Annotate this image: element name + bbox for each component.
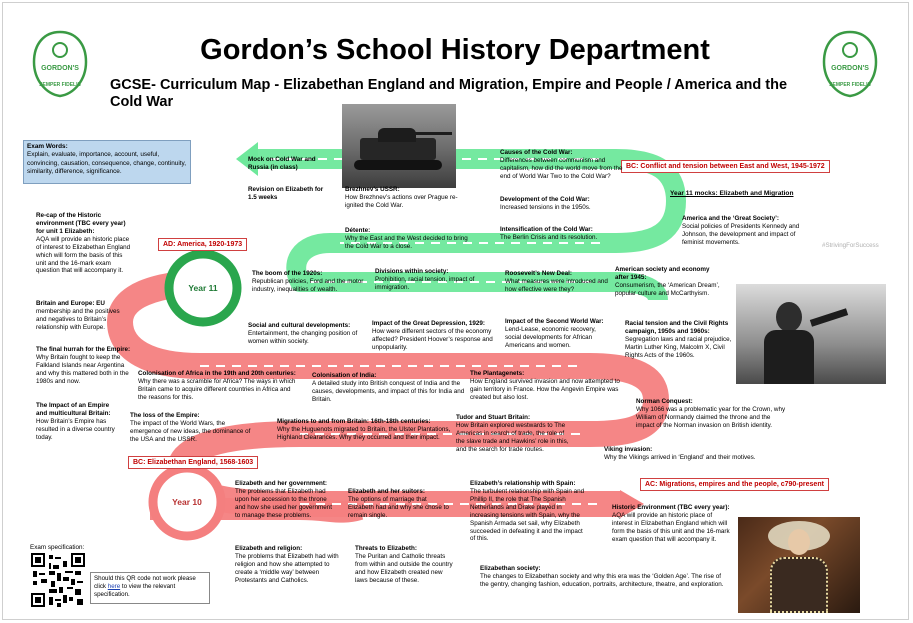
specification-link[interactable]: here	[107, 583, 121, 591]
topic-loss-of-empire	[130, 412, 254, 444]
topic-racial-tension	[625, 320, 735, 360]
topic-body: Lend-Lease, economic recovery, social developments for African Americans and women.	[505, 325, 596, 349]
topic-body: Prohibition, racial tension, impact of immigration.	[375, 275, 475, 291]
crest-text-top: GORDON'S	[41, 65, 79, 72]
topic-title: Colonisation of Africa in the 19th and 20th centuries:	[138, 370, 296, 377]
topic-body: Why there was a scramble for Africa? The ways in which Britain came to acquire different countries in Africa and the reasons for this.	[138, 377, 296, 401]
topic-title: Elizabeth and her suitors:	[348, 488, 425, 495]
qr-code[interactable]	[31, 553, 85, 607]
crest-text-bottom: SEMPER FIDELIS	[829, 82, 871, 88]
topic-body: Segregation laws and racial prejudice, Martin Luther King, Malcolm X, Civil Rights Acts of the 1960s.	[625, 335, 732, 359]
topic-title: Impact of the Second World War:	[505, 318, 604, 325]
final-hurrah-body: Why Britain fought to keep the Falkland Islands near Argentina and why this mattered both in the 1980s and now.	[36, 353, 129, 385]
topic-title: Norman Conquest:	[636, 398, 693, 405]
topic-tudor-stuart	[456, 414, 574, 454]
topic-body: Differences between communism and capitalism, how did the world move from the end of World War Two to the Cold War?	[500, 156, 623, 180]
topic-colonisation-africa	[138, 370, 300, 402]
unit-box-ac-migrations: AC: Migrations, empires and the people, c790-present	[640, 478, 829, 491]
eu-title: Britain and Europe: EU	[36, 300, 105, 307]
topic-threats	[355, 545, 453, 585]
topic-detente	[345, 227, 469, 251]
topic-title: Social and cultural developments:	[248, 322, 351, 329]
year-11-badge: Year 11	[188, 283, 218, 293]
topic-title: America and the ‘Great Society’:	[682, 215, 779, 222]
topic-great-depression	[372, 320, 496, 352]
eu-body: membership and the positives and negatives to Britain’s relationship with Europe.	[36, 307, 120, 331]
topic-body: Consumerism, the ‘American Dream’, popular culture and McCarthyism.	[615, 281, 720, 297]
elizabeth-portrait	[738, 517, 860, 613]
topic-title: Elizabethan society:	[480, 565, 541, 572]
topic-body: The problems that Elizabeth had with religion and how she attempted to create a ‘middle way’ between Protestants and Catholics.	[235, 552, 339, 584]
topic-body: A detailed study into British conquest of India and the causes, developments, and impact of this for India and Britain.	[312, 379, 465, 403]
topic-america-great-society	[682, 215, 810, 247]
topic-title: Intensification of the Cold War:	[500, 226, 593, 233]
year-10-badge: Year 10	[172, 497, 202, 507]
topic-plantagenets	[470, 370, 620, 402]
topic-title: Brezhnev’s USSR:	[345, 186, 400, 193]
topic-body: How Britain explored westwards to The Americas in search of trade, the role of the slave trade and Hawkins’ role in this, and the search for trade routes.	[456, 421, 569, 453]
topic-roosevelt	[505, 270, 609, 294]
topic-body: How were different sectors of the economy affected? President Hoover’s response and unpopularity.	[372, 327, 493, 351]
exam-words-box	[23, 140, 191, 184]
topic-title: Détente:	[345, 227, 371, 234]
qr-note-box	[90, 572, 210, 604]
topic-title: The boom of the 1920s:	[252, 270, 323, 277]
topic-body: Why the Vikings arrived in ‘England’ and their motives.	[604, 453, 756, 461]
school-crest-left	[32, 30, 88, 98]
topic-title: Viking invasion:	[604, 446, 653, 453]
topic-body: The impact of the World Wars, the emergence of new ideas, the dominance of the USA and the USSR.	[130, 419, 251, 443]
topic-american-society	[615, 266, 721, 298]
topic-elizabeth-government	[235, 480, 337, 520]
topic-title: Mock on Cold War and Russia (in class)	[248, 156, 316, 171]
topic-body: Increased tensions in the 1950s.	[500, 203, 591, 211]
topic-mock-cold-war	[248, 156, 328, 172]
unit-box-bc-elizabethan: BC: Elizabethan England, 1568-1603	[128, 456, 258, 469]
topic-body: How England survived invasion and now attempted to gain territory in France. How the Angevin Empire was created but also lost.	[470, 377, 620, 401]
topic-body: Why 1066 was a problematic year for the Crown, why William of Normandy claimed the throne and the impact of the Norman invasion on British identity.	[636, 405, 786, 429]
topic-title: Divisions within society:	[375, 268, 449, 275]
topic-viking-invasion	[604, 446, 764, 462]
topic-elizabeth-suitors	[348, 488, 450, 520]
topic-body: The changes to Elizabethan society and why this era was the ‘Golden Age’. The rise of the gentry, changing fashion, education, portraits, architecture, theatre, and exploration.	[480, 572, 724, 588]
topic-title: The Plantagenets:	[470, 370, 525, 377]
topic-title: Tudor and Stuart Britain:	[456, 414, 531, 421]
topic-body: Why the Huguenots migrated to Britain, the Ulster Plantations, Highland Clearances. Why they occurred and their impact.	[277, 425, 451, 441]
topic-title: Roosevelt’s New Deal:	[505, 270, 572, 277]
topic-title: Development of the Cold War:	[500, 196, 590, 203]
exam-words-heading: Exam Words:	[27, 143, 68, 150]
impact-of-empire	[36, 402, 116, 442]
topic-title: American society and economy after 1945:	[615, 266, 710, 281]
recap-body: AQA will provide an historic place of interest to Elizabethan England which will form the basis of this unit and the 16-mark exam question that will accompany it.	[36, 235, 131, 275]
topic-body: How Brezhnev’s actions over Prague re-ignited the Cold War.	[345, 193, 458, 209]
topic-social-cultural	[248, 322, 360, 346]
topic-body: The options of marriage that Elizabeth had and why she chose to remain single.	[348, 495, 449, 519]
topic-title: Racial tension and the Civil Rights campaign, 1950s and 1960s:	[625, 320, 729, 335]
topic-title: Colonisation of India:	[312, 372, 377, 379]
topic-divisions-society	[375, 268, 479, 292]
impact-empire-title: The Impact of an Empire and multicultural Britain:	[36, 402, 111, 417]
qr-note-before: Should this QR code not work please click	[94, 575, 196, 591]
topic-brezhnev	[345, 186, 459, 210]
civil-rights-photo	[736, 284, 886, 384]
crest-text-bottom: SEMPER FIDELIS	[39, 82, 81, 88]
topic-body: The problems that Elizabeth had upon her accession to the throne and how she used her government to manage these problems.	[235, 487, 332, 519]
topic-body: Why the East and the West decided to bring the Cold War to a close.	[345, 234, 468, 250]
topic-body: The Berlin Crisis and its resolution.	[500, 233, 598, 241]
unit-box-ad-america: AD: America, 1920-1973	[158, 238, 247, 251]
unit-box-bc-conflict: BC: Conflict and tension between East and West, 1945-1972	[621, 160, 830, 173]
topic-body: What measures were introduced and how effective were they?	[505, 277, 608, 293]
qr-note-after: to view the relevant specification.	[94, 583, 176, 599]
topic-elizabeth-spain	[470, 480, 586, 543]
topic-body: The turbulent relationship with Spain and Phillip II, the role that The Spanish Netherlands and Drake played in increasing tensions with Spain, why the Spanish Armada set sail, why Elizabeth succeeded in defeating it and the impact of this.	[470, 487, 585, 543]
topic-second-world-war	[505, 318, 605, 350]
topic-title: Impact of the Great Depression, 1929:	[372, 320, 486, 327]
topic-revision	[248, 186, 330, 202]
britain-europe-eu	[36, 300, 124, 332]
topic-colonisation-india	[312, 372, 468, 404]
school-crest-right	[822, 30, 878, 98]
topic-boom-1920s	[252, 270, 364, 294]
topic-development-cold-war	[500, 196, 620, 212]
topic-title: Elizabeth’s relationship with Spain:	[470, 480, 576, 487]
topic-title: Elizabeth and her government:	[235, 480, 328, 487]
topic-norman-conquest	[636, 398, 786, 430]
recap-title: Re-cap of the Historic environment (TBC every year) for unit 1 Elizabeth:	[36, 212, 126, 235]
recap-historic-environment	[36, 212, 132, 275]
topic-elizabeth-religion	[235, 545, 339, 585]
topic-body: Social policies of Presidents Kennedy and Johnson, the development and impact of feminist movements.	[682, 222, 800, 246]
topic-historic-environment	[612, 504, 734, 544]
final-hurrah-empire	[36, 346, 132, 386]
tank-photo	[342, 104, 456, 188]
topic-title: The loss of the Empire:	[130, 412, 200, 419]
topic-title: Revision on Elizabeth for 1.5 weeks	[248, 186, 324, 201]
topic-elizabethan-society	[480, 565, 724, 589]
topic-causes-cold-war	[500, 149, 626, 181]
topic-title: Historic Environment (TBC every year):	[612, 504, 730, 511]
topic-body: Entertainment, the changing position of women within society.	[248, 329, 358, 345]
impact-empire-body: How Britain’s Empire has resulted in a diverse country today.	[36, 417, 115, 441]
topic-body: The Puritan and Catholic threats from within and outside the country and how Elizabeth created new laws because of these.	[355, 552, 453, 584]
crest-text-top: GORDON'S	[831, 65, 869, 72]
topic-body: Republican policies, Ford and the motor industry, inequalities of wealth.	[252, 277, 364, 293]
page-subtitle: GCSE- Curriculum Map - Elizabethan England and Migration, Empire and People / America and the Cold War	[110, 77, 788, 110]
qr-label: Exam specification:	[30, 544, 85, 551]
topic-title: Migrations to and from Britain: 16th-18th centuries:	[277, 418, 431, 425]
page-title: Gordon’s School History Department	[200, 34, 710, 66]
exam-words-text: Explain, evaluate, importance, account, useful, convincing, causation, consequence, change, continuity, similarity, difference, significance.	[27, 151, 187, 175]
topic-migrations	[277, 418, 453, 442]
final-hurrah-title: The final hurrah for the Empire:	[36, 346, 131, 353]
topic-title: Causes of the Cold War:	[500, 149, 573, 156]
topic-body: AQA will provide an historic place of interest in Elizabethan England which will form the basis of this unit and the 16-mark exam question that will accompany it.	[612, 511, 730, 543]
year-11-mocks: Year 11 mocks: Elizabeth and Migration	[670, 190, 794, 197]
faded-hashtag: #StrivingForSuccess	[822, 242, 879, 249]
topic-title: Threats to Elizabeth:	[355, 545, 417, 552]
topic-intensification	[500, 226, 620, 242]
topic-title: Elizabeth and religion:	[235, 545, 303, 552]
